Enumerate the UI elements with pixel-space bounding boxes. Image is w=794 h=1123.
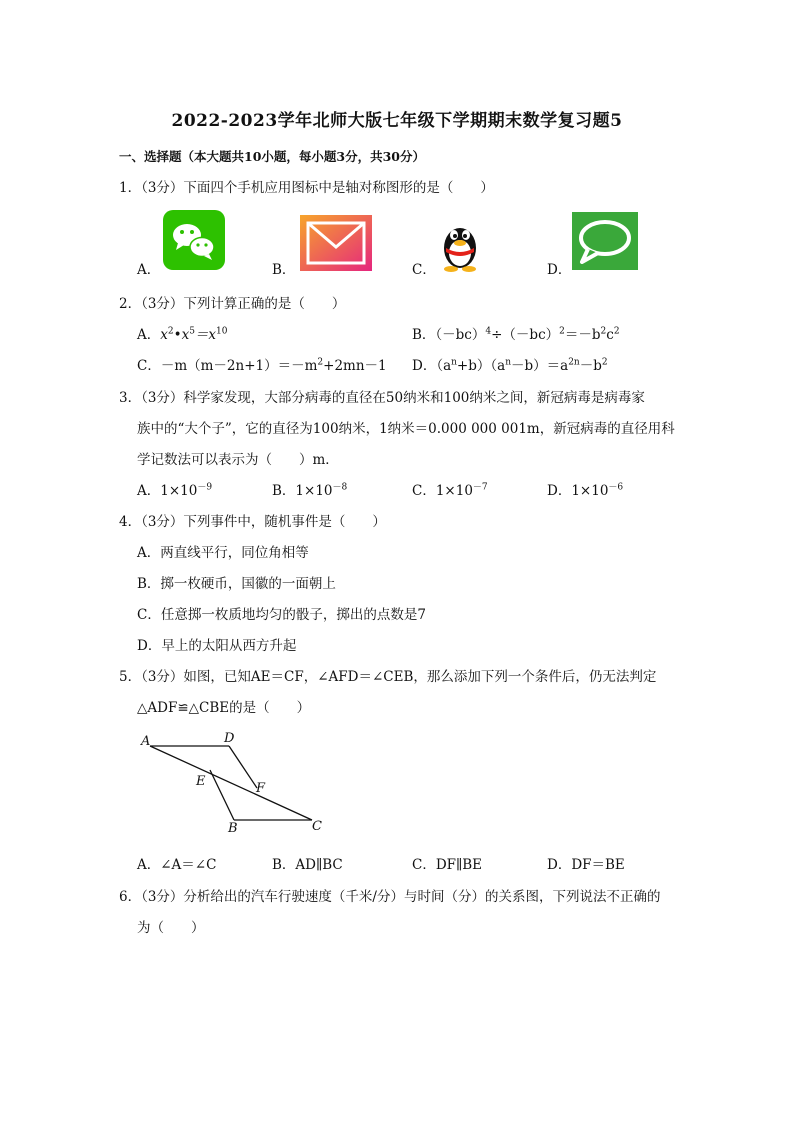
q3-option-a: A．$1\times 10^{-9}$	[137, 482, 213, 499]
q4-option-b: B．掷一枚硬币，国徽的一面朝上	[137, 576, 336, 592]
point-label-e: E	[196, 774, 206, 789]
q4-option-c: C．任意掷一枚质地均匀的骰子，掷出的点数是7	[137, 607, 426, 623]
page-title: 2022-2023学年北师大版七年级下学期期末数学复习题5	[171, 111, 623, 131]
question-2-stem: 2．（3分）下列计算正确的是（ ）	[119, 296, 346, 312]
question-5-line-1: 5．（3分）如图，已知AE＝CF，∠AFD＝∠CEB，那么添加下列一个条件后，仍无法判定	[119, 669, 657, 685]
q3-option-d: D．$1\times 10^{-6}$	[547, 482, 624, 499]
wechat-icon	[163, 210, 225, 274]
question-6-line-2: 为（ ）	[137, 920, 205, 936]
q5-option-a: A．∠A＝∠C	[137, 857, 217, 873]
geometry-figure	[136, 728, 336, 844]
q3-option-b: B．$1\times 10^{-8}$	[272, 482, 348, 499]
q1-option-d-label: D．	[547, 262, 572, 278]
q5-option-c: C．DF∥BE	[412, 857, 483, 873]
point-label-f: F	[256, 781, 266, 796]
question-5-line-2: △ADF≌△CBE的是（ ）	[137, 700, 311, 716]
point-label-d: D	[224, 731, 235, 746]
q1-option-b-label: B．	[272, 262, 296, 278]
q2-option-d: D．$(a^n+b)(a^n-b)=a^{2n}-b^2$	[412, 357, 608, 374]
q2-option-b: B．$(-bc)^4\div(-bc)^2=-b^2c^2$	[412, 326, 620, 343]
q2-option-a: A．$x^2•x^5=x^{10}$	[137, 326, 228, 343]
point-label-a: A	[141, 734, 151, 749]
q1-option-a-label: A．	[137, 262, 161, 278]
question-1-stem: 1．（3分）下面四个手机应用图标中是轴对称图形的是（ ）	[119, 180, 494, 196]
q4-option-d: D．早上的太阳从西方升起	[137, 638, 297, 654]
q1-option-c-label: C．	[412, 262, 436, 278]
q5-option-d: D．DF＝BE	[547, 857, 625, 873]
q3-option-c: C．$1\times 10^{-7}$	[412, 482, 488, 499]
point-label-b: B	[228, 821, 238, 836]
question-6-line-1: 6．（3分）分析给出的汽车行驶速度（千米/分）与时间（分）的关系图，下列说法不正确的	[119, 889, 661, 905]
qq-penguin-icon	[438, 218, 482, 276]
section-heading: 一、选择题（本大题共10小题，每小题3分，共30分）	[119, 149, 425, 164]
question-3-line-3: 学记数法可以表示为（ ）m．	[137, 452, 339, 468]
point-label-c: C	[312, 819, 322, 834]
speech-bubble-icon	[572, 212, 638, 274]
question-3-line-2: 族中的“大个子”，它的直径为100纳米，1纳米＝0.000 000 001m，新冠病毒的直径用科	[137, 421, 675, 437]
q4-option-a: A．两直线平行，同位角相等	[137, 545, 309, 561]
question-4-stem: 4．（3分）下列事件中，随机事件是（ ）	[119, 514, 386, 530]
question-3-line-1: 3．（3分）科学家发现，大部分病毒的直径在50纳米和100纳米之间，新冠病毒是病毒家	[119, 390, 645, 406]
mail-icon	[300, 215, 372, 275]
q2-option-c: C．$-m(m-2n+1)=-m^2+2mn-1$	[137, 357, 387, 374]
q5-option-b: B．AD∥BC	[272, 857, 343, 873]
